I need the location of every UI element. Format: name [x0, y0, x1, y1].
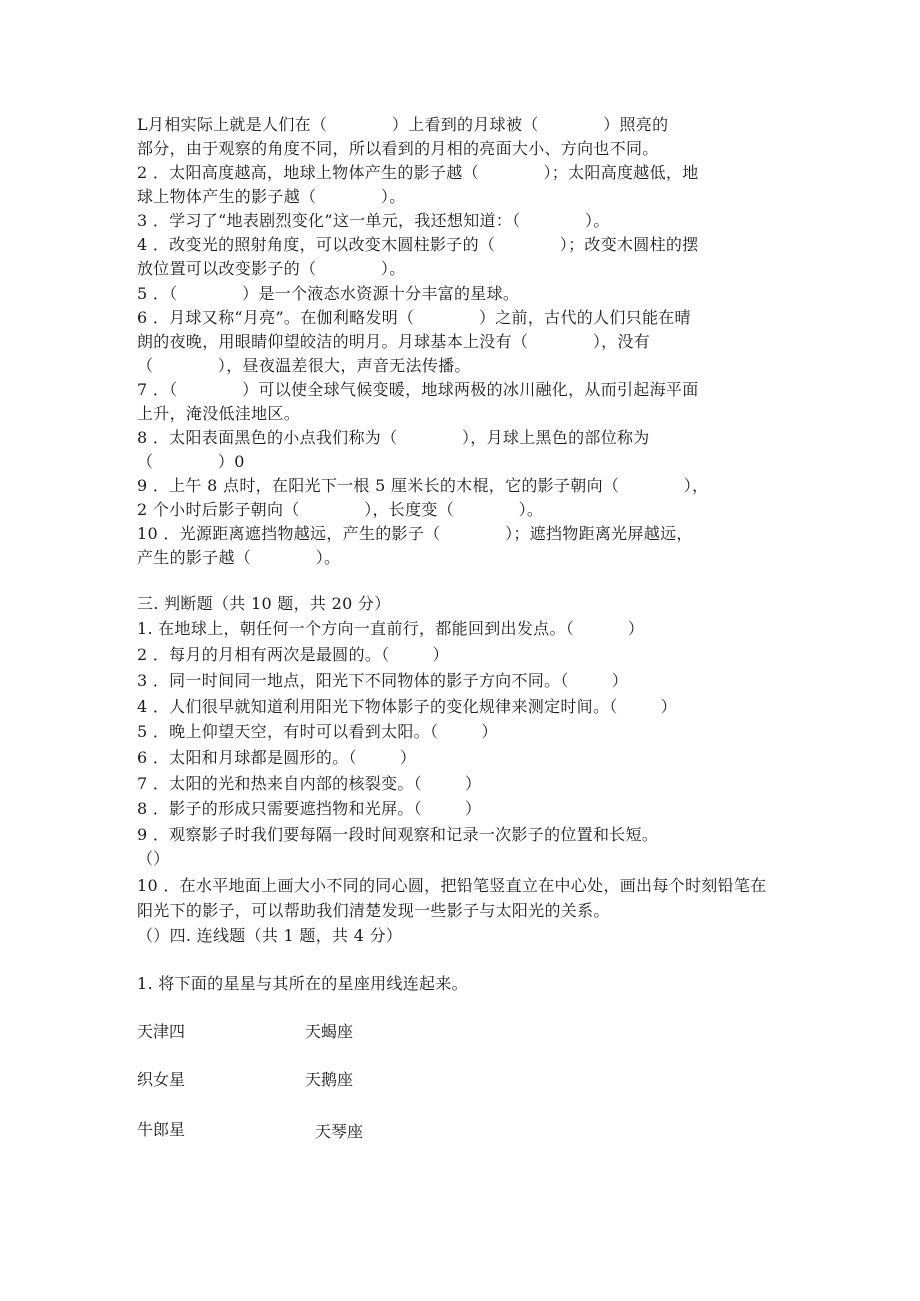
- fill-line-3: 2 ．太阳高度越高，地球上物体产生的影子越（ ）；太阳高度越低，地: [137, 163, 699, 182]
- fill-line-4: 球上物体产生的影子越（ ）。: [137, 187, 406, 206]
- fill-line-15: （ ）0: [137, 452, 245, 471]
- fill-line-17: 2 个小时后影子朝向（ ），长度变（ ）。: [137, 500, 544, 519]
- judge-line-7: 7 ．太阳的光和热来自内部的核裂变。（ ）: [137, 774, 482, 793]
- judge-line-10-cont: 阳光下的影子，可以帮助我们清楚发现一些影子与太阳光的关系。: [137, 901, 610, 920]
- fill-line-11: （ ），昼夜温差很大，声音无法传播。: [137, 356, 471, 375]
- judge-line-1: 1. 在地球上，朝任何一个方向一直前行，都能回到出发点。（ ）: [137, 619, 645, 638]
- judge-line-8: 8 ．影子的形成只需要遮挡物和光屏。（ ）: [137, 799, 482, 818]
- fill-line-19: 产生的影子越（ ）。: [137, 548, 341, 567]
- judge-line-10: 10 ．在水平地面上画大小不同的同心圆，把铅笔竖直立在中心处，画出每个时刻铅笔在: [137, 876, 767, 895]
- match-section-title: （）四. 连线题（共 1 题，共 4 分）: [137, 926, 403, 945]
- fill-line-5: 3 ．学习了“地表剧烈变化”这一单元，我还想知道：（ ）。: [137, 211, 610, 230]
- star-vega: 织女星: [137, 1070, 186, 1089]
- fill-line-2: 部分，由于观察的角度不同，所以看到的月相的亮面大小、方向也不同。: [137, 139, 659, 158]
- judge-line-9-bracket: （）: [137, 849, 170, 868]
- match-instruction: 1. 将下面的星星与其所在的星座用线连起来。: [137, 974, 468, 993]
- judge-line-9: 9 ．观察影子时我们要每隔一段时间观察和记录一次影子的位置和长短。: [137, 825, 659, 844]
- fill-line-7: 放位置可以改变影子的（ ）。: [137, 259, 406, 278]
- judge-line-6: 6 ．太阳和月球都是圆形的。（ ）: [137, 748, 417, 767]
- fill-line-10: 朗的夜晚，用眼睛仰望皎洁的明月。月球基本上没有（ ），没有: [137, 332, 651, 351]
- fill-line-18: 10 ．光源距离遮挡物越远，产生的影子（ ）；遮挡物距离光屏越远，: [137, 524, 693, 543]
- judge-line-3: 3 ．同一时间同一地点，阳光下不同物体的影子方向不同。（ ）: [137, 671, 629, 690]
- constellation-lyra: 天琴座: [315, 1122, 364, 1141]
- star-altair: 牛郎星: [137, 1120, 186, 1139]
- fill-line-12: 7 ．（ ）可以使全球气候变暖，地球两极的冰川融化，从而引起海平面: [137, 380, 699, 399]
- fill-line-13: 上升，淹没低洼地区。: [137, 404, 301, 423]
- constellation-cygnus: 天鹅座: [305, 1070, 354, 1089]
- fill-line-6: 4 ．改变光的照射角度，可以改变木圆柱影子的（ ）；改变木圆柱的摆: [137, 235, 699, 254]
- fill-line-16: 9 ．上午 8 点时，在阳光下一根 5 厘米长的木棍，它的影子朝向（ ），: [137, 476, 709, 495]
- judge-line-2: 2 ．每月的月相有两次是最圆的。（ ）: [137, 645, 449, 664]
- fill-line-1: L月相实际上就是人们在（ ）上看到的月球被（ ）照亮的: [137, 115, 669, 134]
- judge-line-4: 4 ．人们很早就知道利用阳光下物体影子的变化规律来测定时间。（ ）: [137, 697, 677, 716]
- constellation-scorpius: 天蝎座: [305, 1022, 354, 1041]
- judge-line-5: 5 ．晚上仰望天空，有时可以看到太阳。（ ）: [137, 722, 498, 741]
- fill-line-14: 8 ．太阳表面黑色的小点我们称为（ ），月球上黑色的部位称为: [137, 428, 650, 447]
- fill-line-9: 6 ．月球又称“月亮”。在伽利略发明（ ）之前，古代的人们只能在晴: [137, 308, 691, 327]
- judge-section-title: 三. 判断题（共 10 题，共 20 分）: [137, 594, 391, 613]
- fill-line-8: 5 ．（ ）是一个液态水资源十分丰富的星球。: [137, 284, 520, 303]
- star-tianjinsi: 天津四: [137, 1022, 186, 1041]
